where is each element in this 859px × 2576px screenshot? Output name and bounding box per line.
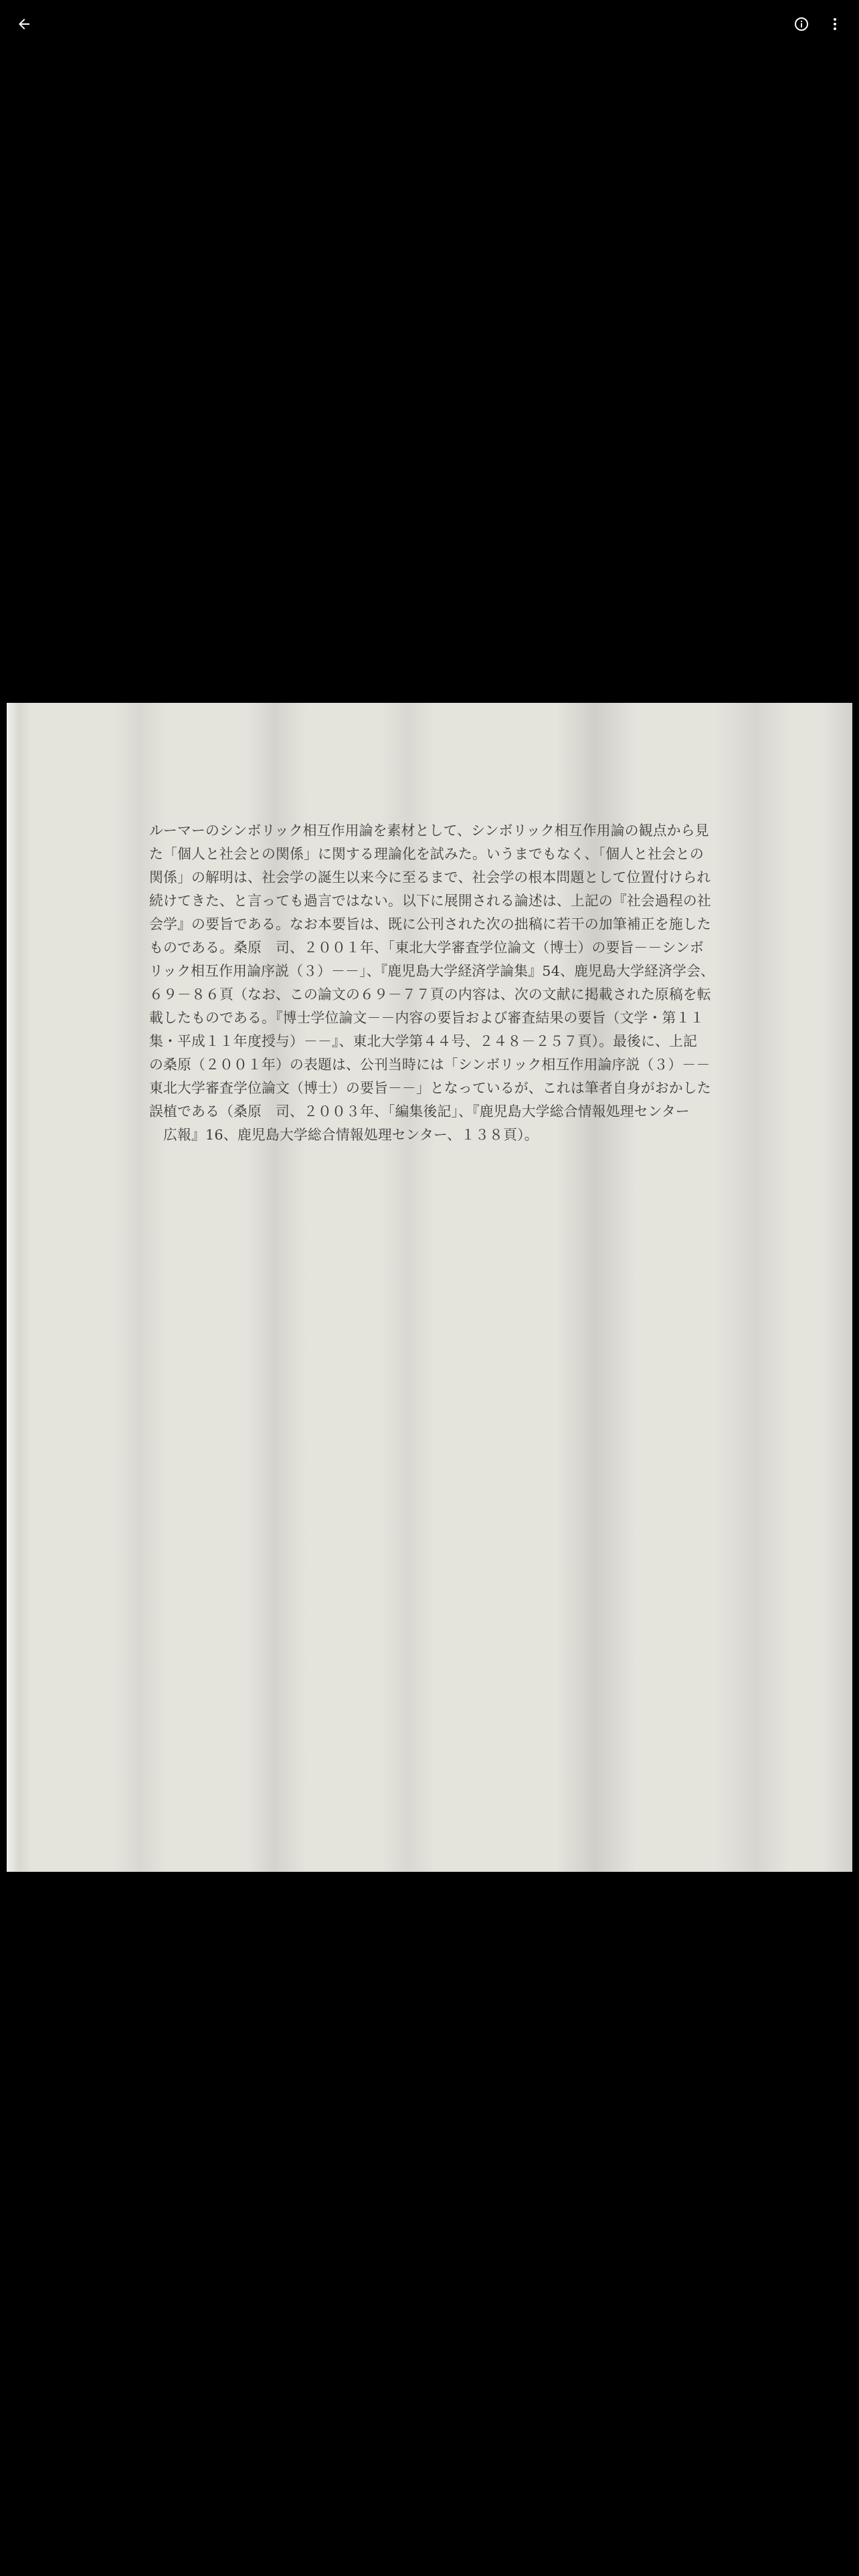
document-body-text — [149, 819, 751, 1147]
info-icon — [793, 16, 809, 32]
arrow-back-icon — [16, 16, 32, 32]
document-line: 広報』16、鹿児島大学総合情報処理センター、１３８頁）。 — [149, 1127, 539, 1143]
document-line: の桑原（２００１年）の表題は、公刊当時には「シンボリック相互作用論序説（３）－－ — [149, 1057, 710, 1073]
back-button[interactable] — [5, 5, 43, 43]
document-line: ものである。桑原 司、２００１年、「東北大学審査学位論文（博士）の要旨－－シンボ — [149, 940, 704, 956]
more-vert-icon — [827, 16, 843, 32]
document-line: リック相互作用論序説（３）－－」、『鹿児島大学経済学論集』54、鹿児島大学経済学会、 — [149, 963, 715, 979]
document-line: 続けてきた、と言っても過言ではない。以下に展開される論述は、上記の『社会過程の社 — [149, 893, 711, 909]
document-line: 誤植である（桑原 司、２００３年、「編集後記」、『鹿児島大学総合情報処理センター — [149, 1103, 690, 1119]
document-line: た「個人と社会との関係」に関する理論化を試みた。いうまでもなく、「個人と社会との — [149, 846, 704, 862]
viewer-toolbar — [0, 0, 859, 53]
document-line: 関係」の解明は、社会学の誕生以来今に至るまで、社会学の根本問題として位置付けられ — [149, 869, 711, 885]
document-line: ルーマーのシンボリック相互作用論を素材として、シンボリック相互作用論の観点から見 — [149, 823, 709, 839]
more-options-button[interactable] — [816, 5, 854, 43]
document-line: 東北大学審査学位論文（博士）の要旨－－」となっているが、これは筆者自身がおかした — [149, 1080, 711, 1096]
document-line: 集・平成１１年度授与）－－』、東北大学第４４号、２４８－２５７頁）。最後に、上記 — [149, 1033, 698, 1049]
info-button[interactable] — [783, 5, 820, 43]
scanned-document-page — [7, 703, 852, 1872]
document-line: ６９－８６頁（なお、この論文の６９－７７頁の内容は、次の文献に掲載された原稿を転 — [149, 986, 711, 1002]
document-line: 載したものである。『博士学位論文－－内容の要旨および審査結果の要旨（文学・第１１ — [149, 1010, 704, 1026]
document-line: 会学』の要旨である。なお本要旨は、既に公刊された次の拙稿に若干の加筆補正を施した — [149, 916, 711, 932]
